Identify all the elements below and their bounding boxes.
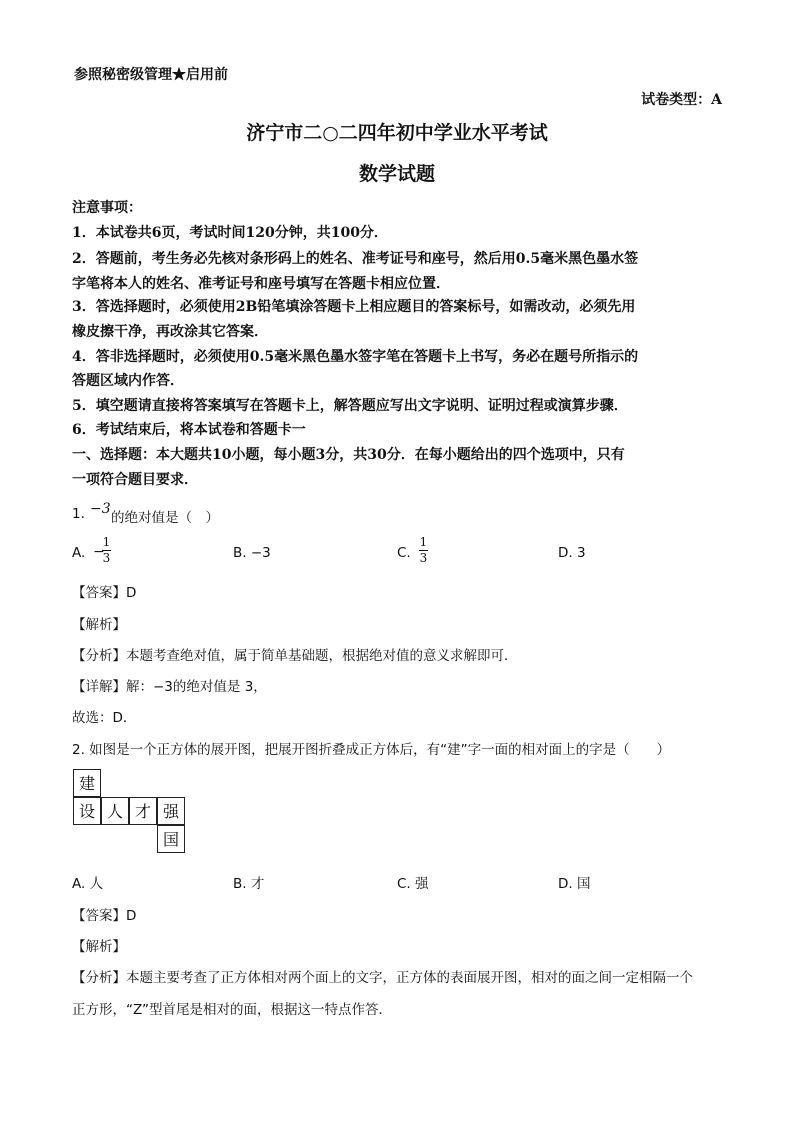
conclusion-text: 故选：D．: [72, 710, 137, 726]
option-c-label: C.: [397, 545, 411, 561]
analysis-text: 【分析】本题主要考查了正方体相对两个面上的文字，正方体的表面展开图，相对的面之间一定相隔一个: [72, 970, 693, 986]
note-line: 2．答题前，考生务必先核对条形码上的姓名、准考证号和座号，然后用0.5毫米黑色墨水签: [72, 251, 639, 267]
option-d: D. 3: [558, 545, 586, 561]
question-stem: 2. 如图是一个正方体的展开图，把展开图折叠成正方体后，有“建”字一面的相对面上的字是（ ）: [72, 742, 671, 758]
net-cell: 才: [129, 797, 157, 825]
analysis-text-cont: 正方形，“Z”型首尾是相对的面，根据这一特点作答．: [72, 1002, 392, 1018]
note-line: 橡皮擦干净，再改涂其它答案．: [72, 324, 268, 340]
net-cell: 国: [157, 825, 185, 853]
option-c-fraction: [419, 536, 428, 565]
fraction-denominator: 3: [102, 551, 111, 565]
net-cell: 人: [101, 797, 129, 825]
option-c: C. 强: [397, 876, 429, 892]
confidential-label: 参照秘密级管理★启用前: [74, 67, 228, 83]
question-stem: 的绝对值是（ ）: [111, 510, 219, 526]
net-cell: 强: [157, 797, 185, 825]
fraction-denominator: 3: [419, 551, 428, 565]
exam-subtitle: 数学试题: [358, 163, 435, 185]
answer-label: 【答案】D: [72, 585, 137, 601]
paper-type-label: 试卷类型：A: [641, 92, 722, 108]
option-a-sign: −: [93, 544, 105, 560]
option-a-label: A.: [72, 545, 86, 561]
note-line: 字笔将本人的姓名、准考证号和座号填写在答题卡相应位置．: [72, 276, 450, 292]
analysis-label: 【解析】: [72, 617, 126, 633]
note-line: 答题区域内作答．: [72, 373, 184, 389]
detail-text: 【详解】解：−3的绝对值是 3，: [72, 679, 267, 695]
fraction-numerator: 1: [102, 535, 111, 549]
note-line: 5．填空题请直接将答案填写在答题卡上，解答题应写出文字说明、证明过程或演算步骤．: [72, 398, 628, 414]
option-a-fraction: [102, 536, 111, 565]
note-line: 1．本试卷共6页，考试时间120分钟，共100分．: [72, 225, 388, 241]
section-heading-cont: 一项符合题目要求．: [72, 472, 198, 488]
note-line: 3．答选择题时，必须使用2B铅笔填涂答题卡上相应题目的答案标号，如需改动，必须先用: [72, 299, 636, 315]
option-b: B. 才: [233, 876, 265, 892]
option-b: B. −3: [233, 545, 271, 561]
option-d: D. 国: [558, 876, 591, 892]
analysis-text: 【分析】本题考查绝对值，属于简单基础题，根据绝对值的意义求解即可．: [72, 648, 518, 664]
net-cell: 建: [73, 769, 101, 797]
exam-title: 济宁市二○二四年初中学业水平考试: [246, 122, 548, 144]
question-expression: −3: [90, 501, 111, 517]
answer-label: 【答案】D: [72, 908, 137, 924]
section-heading: 一、选择题：本大题共10小题，每小题3分，共30分．在每小题给出的四个选项中，只有: [72, 447, 625, 463]
question-number: 1.: [72, 506, 85, 522]
analysis-label: 【解析】: [72, 939, 126, 955]
fraction-numerator: 1: [419, 535, 428, 549]
net-cell: 设: [73, 797, 101, 825]
note-line: 6．考试结束后，将本试卷和答题卡一: [72, 422, 306, 438]
note-line: 4．答非选择题时，必须使用0.5毫米黑色墨水签字笔在答题卡上书写，务必在题号所指示的: [72, 349, 639, 365]
notes-heading: 注意事项：: [72, 200, 142, 216]
option-a: A. 人: [72, 876, 104, 892]
